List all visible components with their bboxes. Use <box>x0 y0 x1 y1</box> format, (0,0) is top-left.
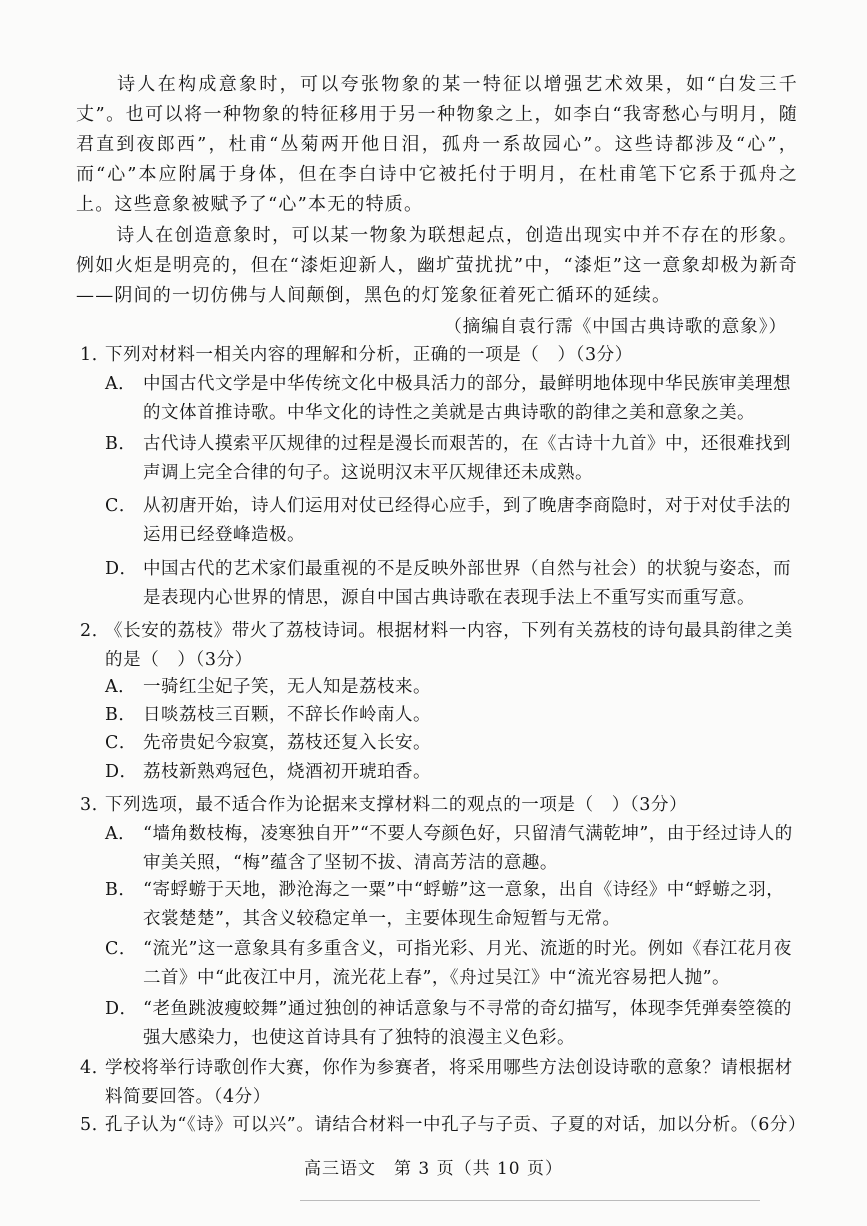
question-3-option-c[interactable] <box>105 935 795 993</box>
option-label: C． <box>105 939 137 959</box>
question-2 <box>80 617 800 675</box>
option-label: D． <box>105 762 138 782</box>
question-1 <box>80 341 800 370</box>
option-label: B． <box>105 880 137 900</box>
question-text: 孔子认为“《诗》可以兴”。请结合材料一中孔子与子贡、子夏的对话，加以分析。（6分） <box>105 1115 807 1135</box>
passage-paragraph-2 <box>76 221 798 311</box>
question-number: 4． <box>80 1058 110 1078</box>
question-text: 下列选项，最不适合作为论据来支撑材料二的观点的一项是（ ）（3分） <box>105 795 688 815</box>
option-text: “老鱼跳波瘦蛟舞”通过独创的神话意象与不寻常的奇幻描写，体现李凭弹奏箜篌的强大感染力，也使这首诗具有了独特的浪漫主义色彩。 <box>143 999 792 1048</box>
question-4 <box>80 1054 800 1112</box>
option-text: 日啖荔枝三百颗，不辞长作岭南人。 <box>143 705 431 725</box>
question-2-option-d[interactable] <box>105 758 795 787</box>
footer-divider <box>300 1200 760 1201</box>
option-label: D． <box>105 559 138 579</box>
question-number: 2． <box>80 621 110 641</box>
option-text: 中国古代文学是中华传统文化中极具活力的部分，最鲜明地体现中华民族审美理想的文体首推诗歌。中华文化的诗性之美就是古典诗歌的韵律之美和意象之美。 <box>143 374 791 423</box>
passage-paragraph-1 <box>76 70 798 220</box>
option-text: 先帝贵妃今寂寞，荔枝还复入长安。 <box>143 733 431 753</box>
option-text: 从初唐开始，诗人们运用对仗已经得心应手，到了晚唐李商隐时，对于对仗手法的运用已经登峰造极。 <box>143 496 791 545</box>
question-5 <box>80 1111 807 1140</box>
option-text: 一骑红尘妃子笑，无人知是荔枝来。 <box>143 677 431 697</box>
question-number: 5． <box>80 1115 110 1135</box>
question-3-option-b[interactable] <box>105 876 795 934</box>
option-label: C． <box>105 496 137 516</box>
question-1-option-a[interactable] <box>105 370 795 428</box>
question-text: 《长安的荔枝》带火了荔枝诗词。根据材料一内容，下列有关荔枝的诗句最具韵律之美的是（ ）（3分） <box>105 621 793 670</box>
option-label: A． <box>105 824 137 844</box>
question-2-option-c[interactable] <box>105 729 795 758</box>
passage-citation: （摘编自袁行霈《中国古典诗歌的意象》） <box>444 317 787 337</box>
option-text: 中国古代的艺术家们最重视的不是反映外部世界（自然与社会）的状貌与姿态，而是表现内心世界的情思，源自中国古典诗歌在表现手法上不重写实而重写意。 <box>143 559 791 608</box>
passage-p2-text: 诗人在创造意象时，可以某一物象为联想起点，创造出现实中并不存在的形象。例如火炬是明亮的，但在“漆炬迎新人，幽圹萤扰扰”中，“漆炬”这一意象却极为新奇——阴间的一切仿佛与人间颠倒，黑色的灯笼象征着死亡循环的延续。 <box>76 225 798 306</box>
option-text: “墙角数枝梅，凌寒独自开”“不要人夸颜色好，只留清气满乾坤”，由于经过诗人的审美关照，“梅”蕴含了坚韧不拔、清高芳洁的意趣。 <box>143 824 793 873</box>
page-footer: 高三语文 第 3 页（共 10 页） <box>303 1159 564 1179</box>
option-text: “寄蜉蝣于天地，渺沧海之一粟”中“蜉蝣”这一意象，出自《诗经》中“蜉蝣之羽，衣裳楚楚”，其含义较稳定单一，主要体现生命短暂与无常。 <box>143 880 785 929</box>
option-label: C． <box>105 733 137 753</box>
question-3-option-a[interactable] <box>105 820 795 878</box>
option-label: A． <box>105 677 137 697</box>
question-1-option-b[interactable] <box>105 430 795 488</box>
option-label: A． <box>105 374 137 394</box>
option-text: 荔枝新熟鸡冠色，烧酒初开琥珀香。 <box>143 762 431 782</box>
option-label: D． <box>105 999 138 1019</box>
question-3 <box>80 791 800 820</box>
question-2-option-b[interactable] <box>105 701 795 730</box>
question-number: 1． <box>80 345 110 365</box>
question-text: 学校将举行诗歌创作大赛，你作为参赛者，将采用哪些方法创设诗歌的意象？请根据材料简要回答。（4分） <box>105 1058 793 1107</box>
question-3-option-d[interactable] <box>105 995 795 1053</box>
question-2-option-a[interactable] <box>105 673 795 702</box>
question-1-option-d[interactable] <box>105 555 795 613</box>
option-text: “流光”这一意象具有多重含义，可指光彩、月光、流逝的时光。例如《春江花月夜二首》中“此夜江中月，流光花上春”，《舟过吴江》中“流光容易把人抛”。 <box>143 939 792 988</box>
option-label: B． <box>105 434 137 454</box>
question-text: 下列对材料一相关内容的理解和分析，正确的一项是（ ）（3分） <box>105 345 633 365</box>
passage-p1-text: 诗人在构成意象时，可以夸张物象的某一特征以增强艺术效果，如“白发三千丈”。也可以将一种物象的特征移用于另一种物象之上，如李白“我寄愁心与明月，随君直到夜郎西”，杜甫“丛菊两开他日泪，孤舟一系故园心”。这些诗都涉及“心”，而“心”本应附属于身体，但在李白诗中它被托付于明月，在杜甫笔下它系于孤舟之上。这些意象被赋予了“心”本无的特质。 <box>76 74 798 215</box>
question-number: 3． <box>80 795 110 815</box>
option-label: B． <box>105 705 137 725</box>
option-text: 古代诗人摸索平仄规律的过程是漫长而艰苦的，在《古诗十九首》中，还很难找到声调上完全合律的句子。这说明汉末平仄规律还未成熟。 <box>143 434 791 483</box>
question-1-option-c[interactable] <box>105 492 795 550</box>
